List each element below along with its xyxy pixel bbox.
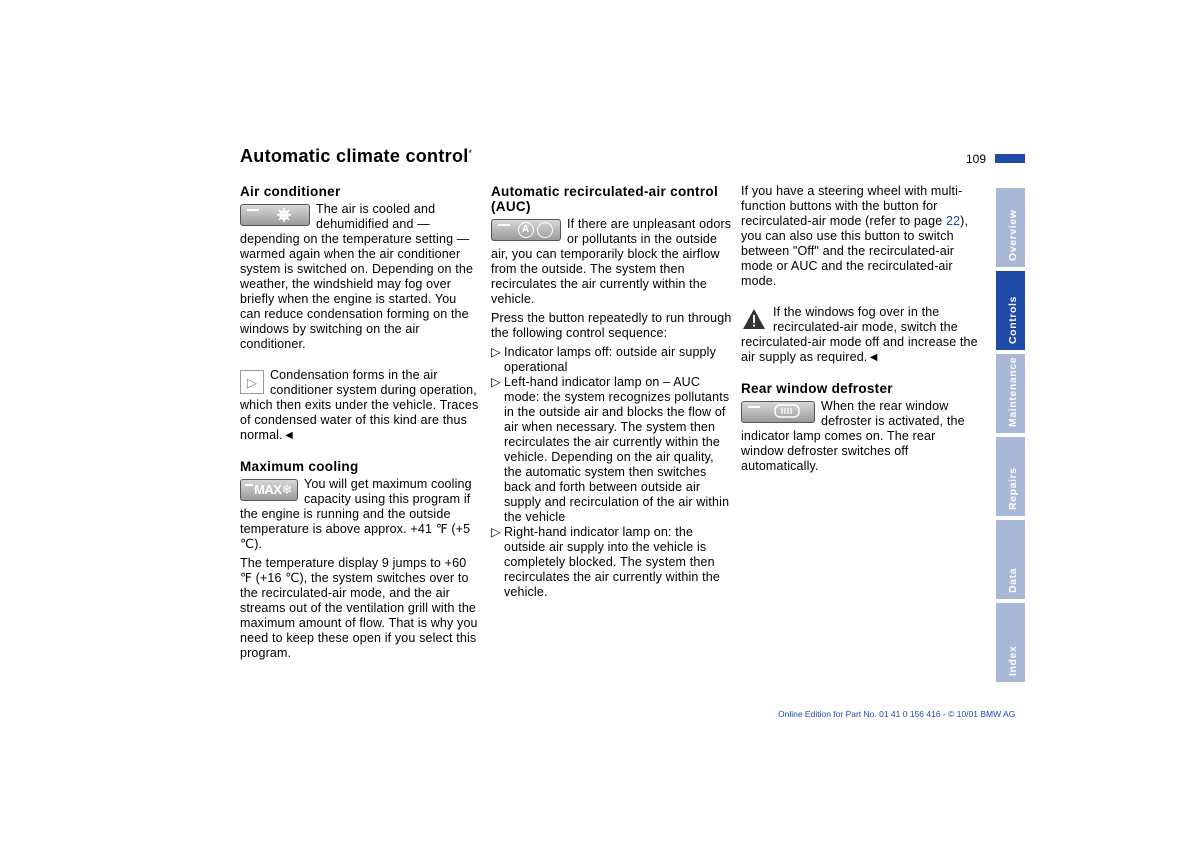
rear-defroster-button-icon [741, 401, 815, 423]
title-text: Automatic climate control [240, 146, 469, 166]
list-item [491, 345, 733, 375]
tab-label: Overview [1006, 209, 1019, 261]
optional-equipment-mark: * [468, 148, 473, 158]
auc-heading: Automatic recirculated-air control (AUC) [491, 184, 718, 214]
maximum-cooling-text-2: The temperature display 9 jumps to +60 ℉ (+16 ℃), the system switches over to the recirculated-air mode, and the air streams out of the ventilation grill with the maximum amount of flow. That is why you need to keep these open if you select this program. [240, 556, 478, 660]
auc-button-label: A [518, 222, 534, 238]
max-button-label: MAX [254, 482, 282, 497]
column-3 [741, 184, 981, 478]
tab-data[interactable] [996, 520, 1025, 599]
section-tabs [996, 188, 1025, 686]
rear-defroster-heading: Rear window defroster [741, 381, 893, 396]
footer-edition-note: Online Edition for Part No. 01 41 0 156 416 - © 10/01 BMW AG [778, 709, 1016, 719]
tab-overview[interactable] [996, 188, 1025, 267]
bullet-triangle-icon: ▷ [491, 345, 501, 359]
bullet-triangle-icon: ▷ [491, 525, 501, 539]
steering-text-after: ), you can also use this button to switch between "Off" and the recirculated-air mode or AUC and the recirculated-air mode. [741, 214, 969, 288]
list-item [491, 375, 733, 525]
tab-repairs[interactable] [996, 437, 1025, 516]
page-number: 109 [966, 152, 987, 166]
auc-text-1: If there are unpleasant odors or pollutants in the outside air, you can temporarily block the airflow from the outside. The system then recirculates the air currently within the vehicle. [491, 217, 732, 306]
tab-index[interactable] [996, 603, 1025, 682]
tab-label: Index [1006, 645, 1019, 676]
page-number-bar [995, 154, 1025, 163]
tab-controls[interactable] [996, 271, 1025, 350]
auc-sequence-list [491, 345, 733, 600]
column-2 [491, 184, 733, 604]
steering-text-before: If you have a steering wheel with multi-function buttons with the button for recirculated-air mode (refer to page [741, 184, 963, 228]
tab-label: Maintenance [1006, 356, 1019, 427]
warning-text: If the windows fog over in the recirculated-air mode, switch the recirculated-air mode off and increase the air supply as required.◄ [741, 305, 978, 364]
page-title [240, 146, 472, 167]
list-item-text: Right-hand indicator lamp on: the outside air supply into the vehicle is completely blocked. The system then recirculates the air currently within the vehicle. [504, 525, 720, 599]
max-button-icon: MAX❄ [240, 479, 298, 501]
tab-label: Controls [1006, 296, 1019, 344]
auc-button-icon [491, 219, 561, 241]
air-conditioner-text: The air is cooled and dehumidified and — depending on the temperature setting — warmed again when the air conditioner system is switched on. Depending on the weather, the windshield may fog over briefly when the engine is started. You can reduce condensation forming on the windows by switching on the air conditioner. [240, 202, 474, 351]
maximum-cooling-heading: Maximum cooling [240, 459, 359, 474]
condensation-note-text: Condensation forms in the air conditioner system during operation, which then exits under the vehicle. Traces of condensed water of this kind are thus normal.◄ [240, 368, 479, 442]
tab-label: Repairs [1006, 467, 1019, 510]
bullet-triangle-icon: ▷ [491, 375, 501, 389]
column-1 [240, 184, 480, 665]
list-item-text: Indicator lamps off: outside air supply operational [504, 345, 716, 374]
steering-wheel-text [741, 184, 981, 289]
page-ref-link[interactable]: 22 [945, 214, 961, 228]
warning-icon [741, 307, 767, 331]
snowflake-button-icon [240, 204, 310, 226]
maximum-cooling-text-1: You will get maximum cooling capacity using this program if the engine is running and the outside temperature is above approx. +41 ℉ (+5 ℃). [240, 477, 472, 551]
tab-label: Data [1006, 567, 1019, 593]
tab-maintenance[interactable] [996, 354, 1025, 433]
note-triangle-icon: ▷ [240, 370, 264, 394]
list-item [491, 525, 733, 600]
list-item-text: Left-hand indicator lamp on – AUC mode: the system recognizes pollutants in the outside air and blocks the flow of air when necessary. The system then recirculates the air currently within the vehicle. Depending on the air quality, the automatic system then switches back and forth between outside air supply and recirculation of the air within the vehicle [504, 375, 730, 524]
auc-text-2: Press the button repeatedly to run through the following control sequence: [491, 311, 732, 340]
rear-defroster-text: When the rear window defroster is activated, the indicator lamp comes on. The rear window defroster switches off automatically. [741, 399, 965, 473]
air-conditioner-heading: Air conditioner [240, 184, 341, 199]
